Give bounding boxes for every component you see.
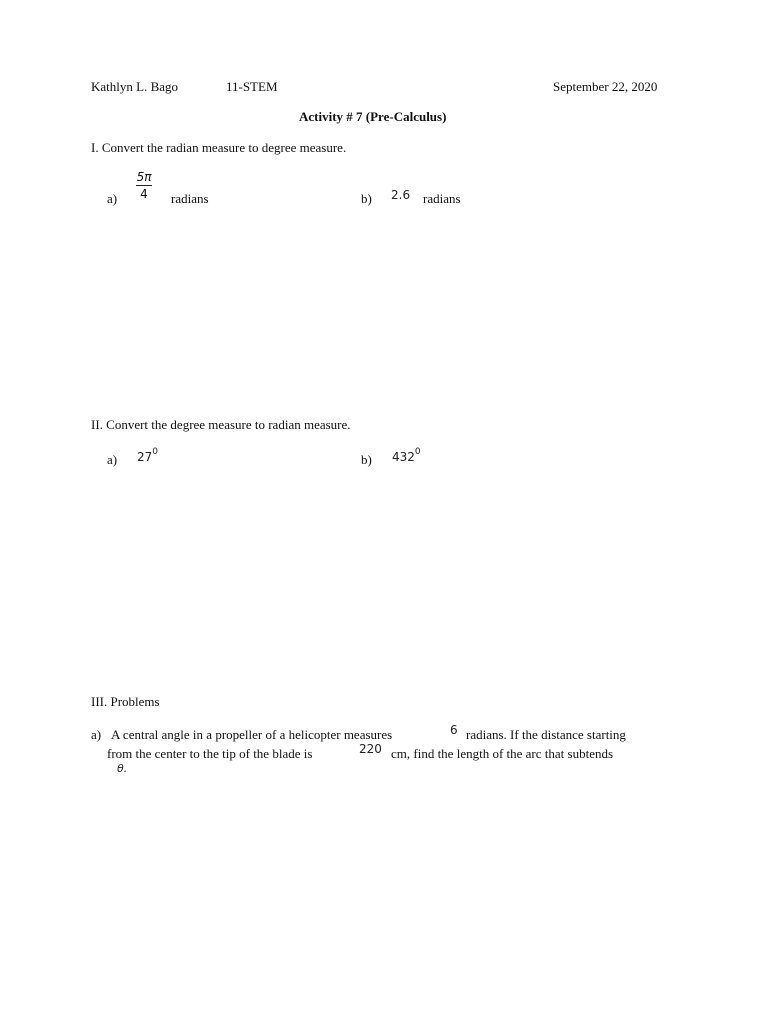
part1-a-numerator: 5π (136, 170, 152, 184)
section-label: 11-STEM (226, 79, 278, 94)
part1-a-fraction (136, 170, 152, 201)
problem-line2-start: from the center to the tip of the blade is (107, 746, 313, 761)
part1-b-unit: radians (423, 191, 461, 206)
distance-value: 220 (359, 742, 382, 756)
part1-instruction: I. Convert the radian measure to degree measure. (91, 140, 347, 155)
date-label: September 22, 2020 (553, 79, 658, 94)
degree-mark: 0 (152, 447, 159, 457)
angle-value: 6 (450, 723, 458, 737)
part2-instruction: II. Convert the degree measure to radian measure. (91, 417, 351, 432)
part2-a-value: 27 (137, 450, 153, 464)
problem-line2-end: cm, find the length of the arc that subtends (391, 746, 614, 761)
part1-a-unit: radians (171, 191, 209, 206)
problem-line1-start: A central angle in a propeller of a helicopter measures (111, 727, 393, 742)
student-name: Kathlyn L. Bago (91, 79, 179, 94)
part2-b-label: b) (361, 452, 372, 467)
part1-a-denominator: 4 (140, 187, 148, 201)
part2-b-value: 432 (392, 450, 415, 464)
problem-line1-end: radians. If the distance starting (466, 727, 626, 742)
part2-a-label: a) (107, 452, 118, 467)
theta-symbol: θ. (117, 762, 128, 775)
degree-mark: 0 (414, 447, 421, 457)
part2-a-expression (137, 449, 158, 464)
part3-heading: III. Problems (91, 694, 160, 709)
page-title: Activity # 7 (Pre-Calculus) (299, 109, 447, 124)
part3-a-label: a) (91, 727, 102, 742)
part1-b-value: 2.6 (391, 188, 411, 202)
part1-a-label: a) (107, 191, 118, 206)
fraction-bar (136, 185, 152, 186)
part2-b-expression (392, 449, 421, 464)
part1-b-label: b) (361, 191, 372, 206)
